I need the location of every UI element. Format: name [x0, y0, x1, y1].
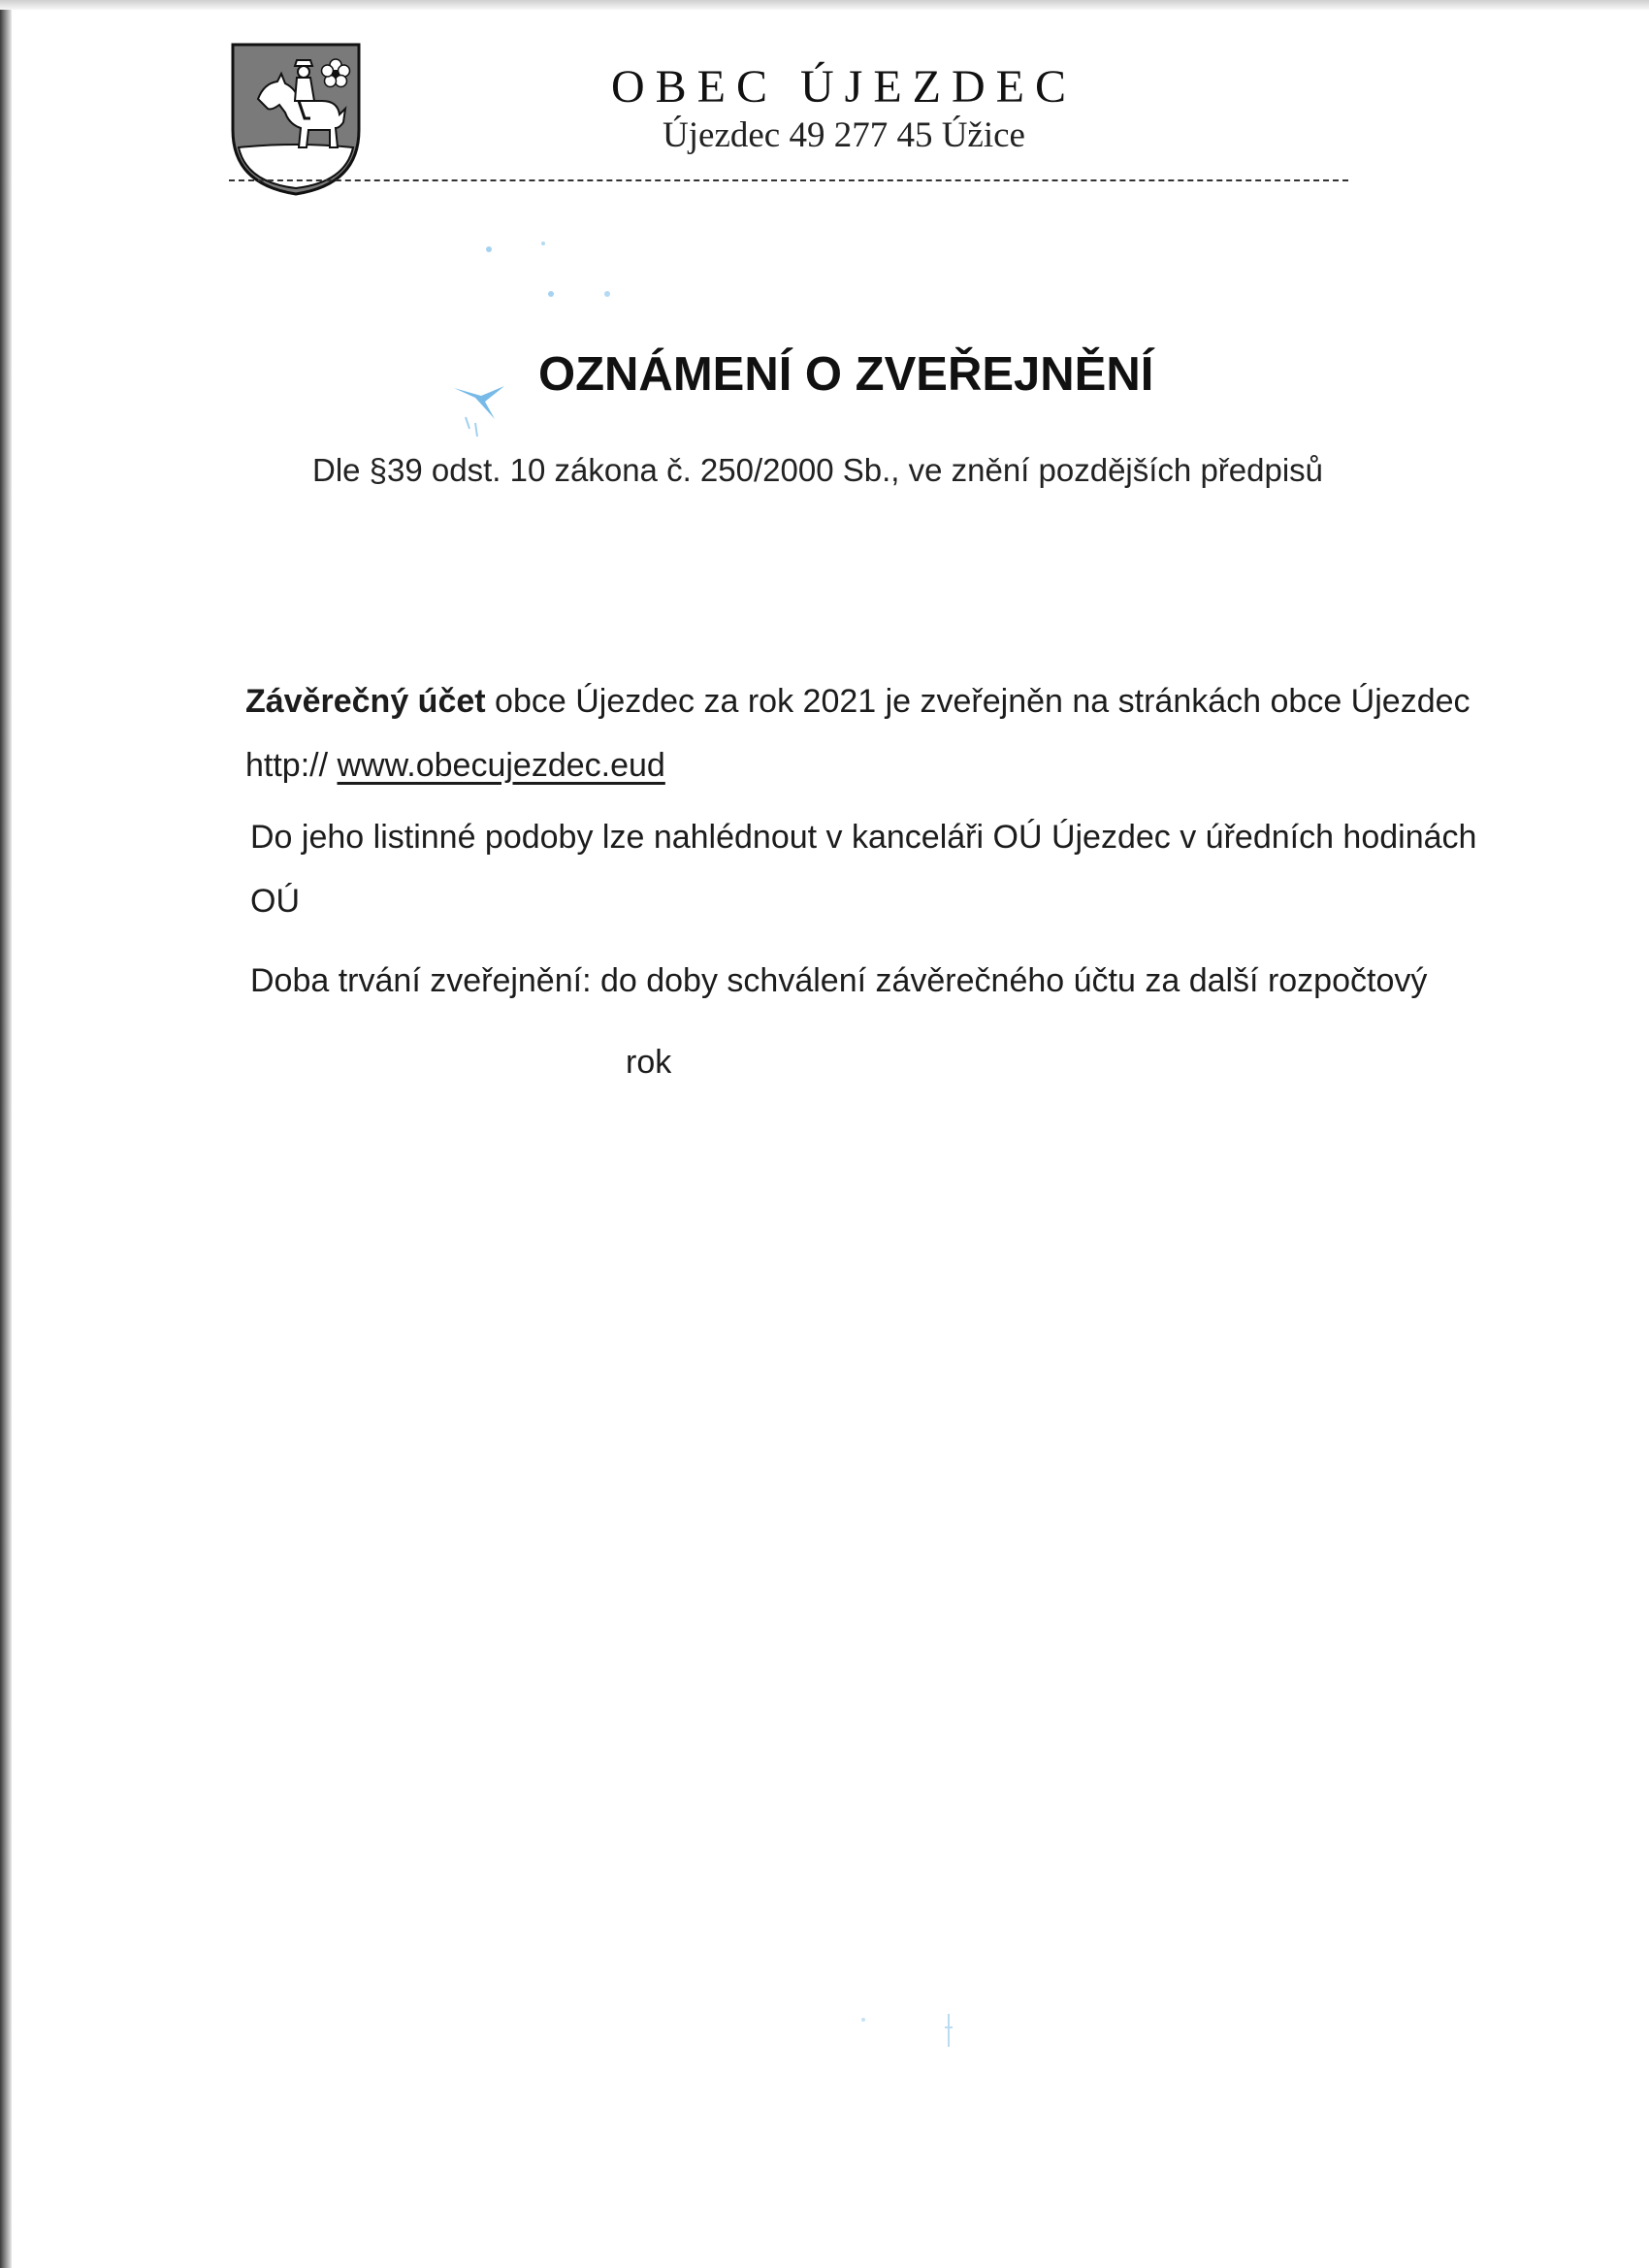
- stamp-mark: [446, 369, 524, 446]
- stamp-mark-faint: [475, 238, 621, 306]
- scan-edge-left: [0, 0, 12, 2268]
- stamp-mark-bottom: [854, 2008, 970, 2066]
- coat-of-arms-horse-rider-icon: [229, 41, 363, 198]
- notice-title: OZNÁMENÍ O ZVEŘEJNĚNÍ: [538, 348, 1154, 401]
- municipality-address: Újezdec 49 277 45 Úžice: [663, 115, 1025, 155]
- paragraph-final-account: [245, 669, 1487, 797]
- final-account-text: obce Újezdec za rok 2021 je zveřejněn na stránkách obce Újezdec http://: [245, 683, 1471, 784]
- municipality-name: OBEC ÚJEZDEC: [611, 61, 1077, 113]
- final-account-label: Závěrečný účet: [245, 683, 486, 720]
- legal-basis: Dle §39 odst. 10 zákona č. 250/2000 Sb., ve znění pozdějších předpisů: [312, 452, 1324, 488]
- header-divider: [229, 179, 1348, 181]
- scan-edge-top: [0, 0, 1649, 10]
- paragraph-duration: Doba trvání zveřejnění: do doby schválení závěrečného účtu za další rozpočtový: [250, 962, 1428, 999]
- paragraph-paper-copy: Do jeho listinné podoby lze nahlédnout v kanceláři OÚ Újezdec v úředních hodinách OÚ: [250, 819, 1477, 920]
- website-link[interactable]: www.obecujezdec.eud: [337, 747, 665, 784]
- paragraph-duration-end: rok: [626, 1044, 672, 1081]
